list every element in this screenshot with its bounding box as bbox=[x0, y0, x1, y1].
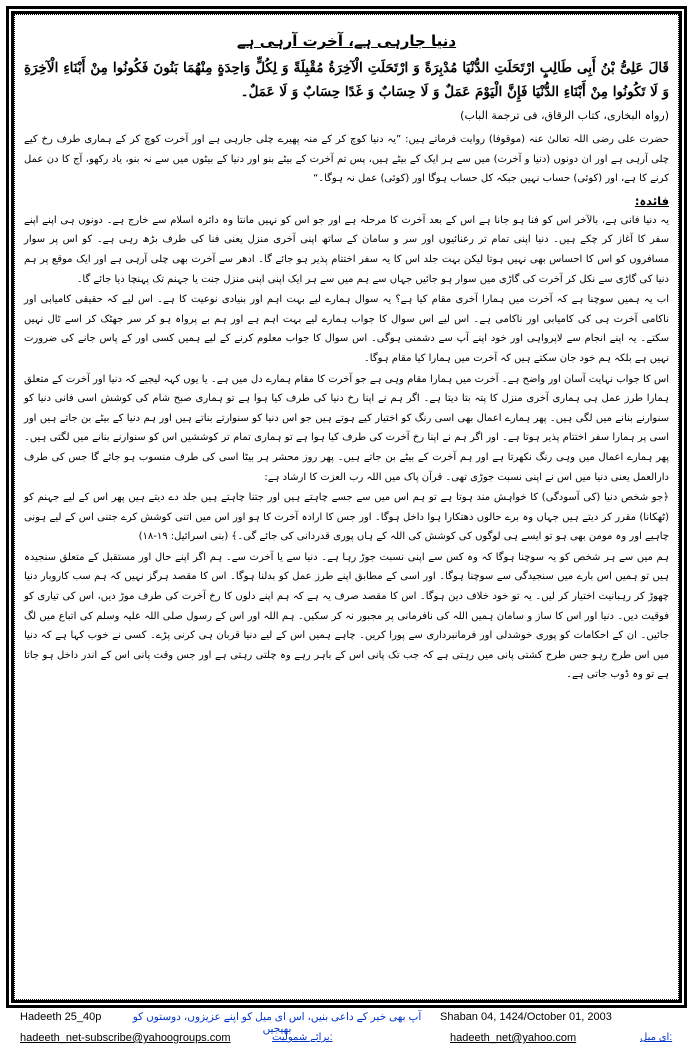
subscribe-email-link[interactable]: hadeeth_net-subscribe@yahoogroups.com bbox=[20, 1032, 231, 1044]
date-label: Shaban 04, 1424/October 01, 2003 bbox=[440, 1011, 612, 1023]
share-message[interactable]: آپ بھی خیر کے داعی بنیں، اس ای میل کو اپنے عزیزوں، دوستوں کو بھیجیں bbox=[132, 1011, 422, 1035]
document-body bbox=[24, 22, 669, 1000]
paragraph-3: اس کا جواب نہایت آسان اور واضح ہے۔ آخرت میں ہمارا مقام وہی ہے جو آخرت کا مقام ہمارے دل میں ہے۔ یا یوں کہہ لیجیے کہ دنیا اور آخرت کے متعلق ہمارا طرز عمل ہی ہماری آخری منزل کا پتہ بتا دیتا ہے۔ اگر ہم نے اپنا رخ دنیا کی طرف کیا ہوا ہے تو ہماری صبح شام کی کوشش اسی فانی دنیا کو سنوارنے بنانے میں لگی ہیں۔ پھر ہمارے اعمال بھی اسی رنگ کو اختیار کیے ہوتے ہیں جو اس دنیا کو سنوارتے بناتے ہیں اور ہم دنیا کے بیٹے بن جاتے ہیں اور اسی پر ہمارا سفر اختتام پذیر ہوتا ہے۔ اور اگر ہم نے اپنا رخ آخرت کی طرف کیا ہوا ہے تو ہماری تمام تر کوششیں اس کو سنوارنے بنانے میں لگتی ہیں۔ پھر ہمارے اعمال میں وہی رنگ نکھرتا ہے اور ہم آخرت کے بیٹے بن جاتے ہیں۔ پھر روز محشر ہر بیٹا اسی کی طرف منسوب ہو جائے گا جس کی طرف دارالعمل یعنی دنیا میں اس نے اپنی نسبت جوڑی تھی۔ قرآن پاک میں اللہ رب العزت کا ارشاد ہے: bbox=[24, 373, 669, 483]
contact-email-link[interactable]: hadeeth_net@yahoo.com bbox=[450, 1032, 577, 1044]
paragraph-1: یہ دنیا فانی ہے، بالآخر اس کو فنا ہو جانا ہے اس کے بعد آخرت کا مرحلہ ہے اور جو اس کو نہیں مانتا وہ دائرہ اسلام سے خارج ہے۔ دونوں ہی اپنے اپنے سفر کا آغاز کر چکے ہیں۔ دنیا اپنی تمام تر رعنائیوں اور سر و سامان کے ساتھ اپنی آخری منزل یعنی فنا کی طرف بڑھ رہی ہے۔ کو اس پر سوار مسافروں کو اس کا احساس بھی نہیں ہوتا لیکن بہت جلد اس کا یہ سفر اختتام پذیر ہو جائے گا۔ ادھر سے آخرت بھی چلی آرہی ہے اور ایک موقع پر ہم دنیا کی گاڑی سے نکل کر آخرت کی گاڑی میں سوار ہو جائیں جہاں سے ہم میں سے ہر ایک اپنی اپنی منزل جنت یا جہنم تک پہنچا دیا جائے گا۔ bbox=[24, 214, 669, 285]
footer bbox=[0, 1010, 693, 1047]
page-title: دنیا جارہی ہے، آخرت آرہی ہے bbox=[236, 32, 457, 50]
verse-reference: (بنی اسرائیل: ۱۹-۱۸) bbox=[138, 531, 229, 543]
urdu-translation: حضرت علی رضی اللہ تعالیٰ عنہ (موقوفا) روایت فرماتے ہیں: ”یہ دنیا کوچ کر کے منہ پھیرے چلی جارہی ہے اور آخرت کوچ کر کے ہماری طرف رخ کیے چلی آرہی ہے اور ان دونوں (دنیا و آخرت) میں سے ہر ایک کے بیٹے ہیں، پس تم آخرت کے بیٹے بنو اور دنیا کے بیٹوں میں سے نہ بنو، یاد رکھو، آج کا دن عمل کرنے کا ہے، اور (کوئی) حساب نہیں جبکہ کل حساب ہوگا اور (کوئی) عمل نہ ہوگا۔“ bbox=[24, 134, 669, 185]
arabic-hadith: قَالَ عَلِیُّ بْنُ أَبِی طَالِبٍ ارْتَحَلَتِ الدُّنْیَا مُدْبِرَةً وَ ارْتَحَلَتِ الْآخِرَةُ مُقْبِلَةً وَ لِکُلٍّ وَاحِدَةٍ مِنْهُمَا بَنُونَ فَکُونُوا مِنْ أَبْنَاءِ الْآخِرَةِ وَ لَا تَکُونُوا مِنْ أَبْنَاءِ الدُّنْیَا فَإِنَّ الْیَوْمَ عَمَلٌ وَ لَا حِسَابٌ وَ غَدًا حِسَابٌ وَ لَا عَمَلٌ۔ bbox=[24, 60, 669, 100]
contact-label: ای میل: bbox=[640, 1032, 673, 1043]
paragraph-final: ہم میں سے ہر شخص کو یہ سوچنا ہوگا کہ وہ کس سے اپنی نسبت جوڑ رہا ہے۔ دنیا سے یا آخرت سے۔ ہم اگر اپنے حال اور مستقبل کے متعلق سنجیدہ ہیں تو ہمیں اس بارے میں سنجیدگی سے سوچنا ہوگا۔ اور اسی کے مطابق اپنے طرز عمل کو بدلنا ہوگا۔ اس کا مقصد ہرگز نہیں کہ ہم سب کاروبار دنیا چھوڑ کر رہبانیت اختیار کر لیں۔ یہ تو خود خلاف دین ہوگا۔ اس کا مقصد صرف یہ ہے کہ ہم اپنے دلوں کا رخ آخرت کی طرف موڑ دیں، اس کی تیاری کو فوقیت دیں۔ دنیا اور اس کا ساز و سامان ہمیں اللہ کی نافرمانی پر مجبور نہ کر سکیں۔ ہم اللہ اور اس کے رسول صلی اللہ علیہ وسلم کی اتباع میں لگ جائیں۔ ان کے احکامات کو پوری خوشدلی اور فرمانبرداری سے پورا کریں۔ چاہے ہمیں اس کے لیے دنیا قربان ہی کرنی پڑے۔ کسی نے خوب کہا ہے کہ دنیا میں اس طرح رہو جس طرح کشتی پانی میں رہتی ہے کہ جب تک پانی اس کے باہر رہے وہ چلتی رہتی ہے اور جس وقت پانی اس کے اندر داخل ہو جاتا ہے تو وہ ڈوب جاتی ہے۔ bbox=[24, 551, 669, 681]
paragraph-2: اب یہ ہمیں سوچنا ہے کہ آخرت میں ہمارا آخری مقام کیا ہے؟ یہ سوال ہمارے لیے بہت اہم اور بنیادی نوعیت کا ہے۔ اس لیے کہ حقیقی کامیابی اور ناکامی آخرت ہی کی کامیابی اور ناکامی ہے۔ اس لیے اس سوال کا جواب ہمارے لیے بہت اہم ہے اور ہم بے پرواہ ہو کر سر جھٹک کر اسے ٹال نہیں سکتے۔ یہ اپنے انجام سے لاپرواہی اور خود اپنے آپ سے دشمنی ہوگی۔ اس سوال کا جواب معلوم کرنے کے لیے ہمیں کسی اور کے پاس جانے کی ضرورت نہیں ہے بلکہ ہم خود جان سکتے ہیں کہ آخرت میں ہمارا کیا مقام ہوگا۔ bbox=[24, 294, 669, 364]
faida-heading: فائدہ: bbox=[634, 193, 669, 208]
hadith-reference: (رواہ البخاری، کتاب الرقاق، فی ترجمة الباب) bbox=[460, 109, 669, 122]
hadeeth-number: Hadeeth 25_40p bbox=[20, 1011, 102, 1023]
quran-verse bbox=[24, 488, 669, 547]
subscribe-label: برائے شمولیت: bbox=[272, 1032, 333, 1043]
quran-verse-text: ﴿جو شخص دنیا (کی آسودگی) کا خواہش مند ہوتا ہے تو ہم اس میں سے جسے چاہتے ہیں اور جتنا چاہتے ہیں جلد دے دیتے ہیں پھر اس کے لیے جہنم کو (ٹھکانا) مقرر کر دیتے ہیں جہاں وہ برے حالوں دھتکارا ہوا داخل ہوگا۔ اور جس کا ارادہ آخرت کا ہو اور اس میں اتنی کوشش کرے جتنی اس کے لیے ہونی چاہیے اور وہ مومن بھی ہو تو ایسے ہی لوگوں کی کوشش کی اللہ کے ہاں پوری قدردانی کی جائے گی۔﴾ bbox=[24, 492, 669, 543]
